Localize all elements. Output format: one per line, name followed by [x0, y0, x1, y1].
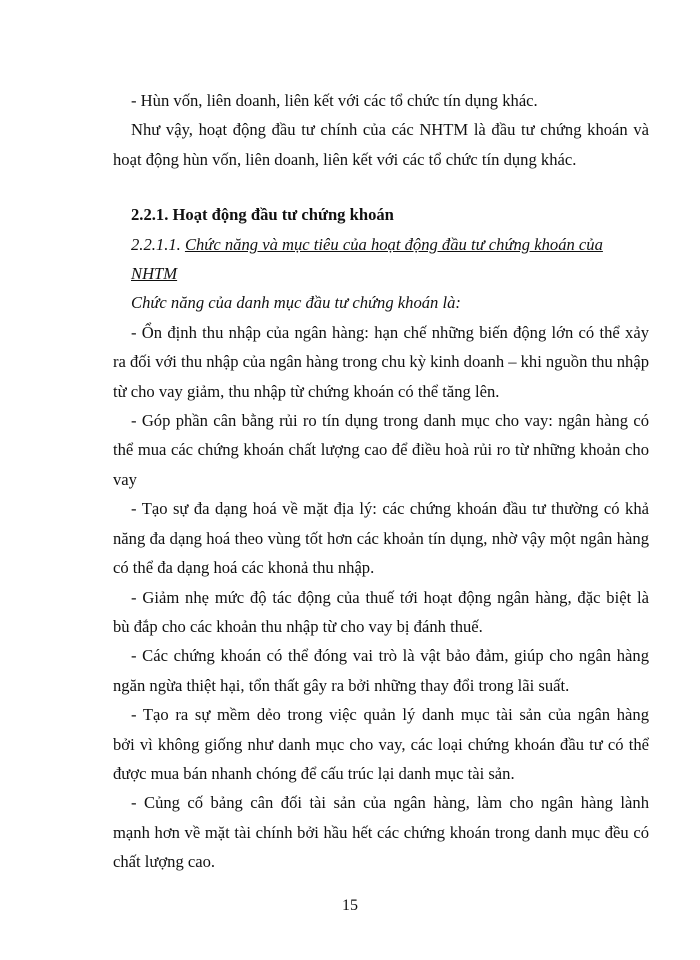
- paragraph-line: - Ổn định thu nhập của ngân hàng: hạn chế những biến động lớn có thể xảy: [131, 322, 649, 342]
- paragraph-line: - Tạo ra sự mềm dẻo trong việc quản lý danh mục tài sản của ngân hàng: [131, 705, 649, 725]
- paragraph-line: bù đắp cho các khoản thu nhập từ cho vay bị đánh thuế.: [113, 616, 483, 636]
- paragraph-line: - Góp phần cân bằng rủi ro tín dụng trong danh mục cho vay: ngân hàng có: [131, 411, 649, 431]
- document-body: [113, 86, 649, 877]
- paragraph-line: vay: [113, 469, 137, 489]
- paragraph-line: - Hùn vốn, liên doanh, liên kết với các tổ chức tín dụng khác.: [131, 91, 538, 110]
- section-heading: 2.2.1. Hoạt động đầu tư chứng khoán: [131, 205, 394, 225]
- paragraph-line: có thể đa dạng hoá các khonả thu nhập.: [113, 558, 375, 578]
- page-number: 15: [342, 897, 358, 914]
- subsection-title: Chức năng và mục tiêu của hoạt động đầu tư chứng khoán của: [184, 234, 603, 254]
- paragraph-line: - Tạo sự đa dạng hoá về mặt địa lý: các chứng khoán đầu tư thường có khả: [131, 499, 649, 519]
- paragraph-line: bởi vì không giống như danh mục cho vay, các loại chứng khoán đầu tư có thể: [113, 734, 649, 754]
- subsection-title-cont: NHTM: [131, 264, 178, 284]
- paragraph-line: Như vậy, hoạt động đầu tư chính của các NHTM là đầu tư chứng khoán và: [131, 120, 649, 140]
- paragraph-line: - Các chứng khoán có thể đóng vai trò là vật bảo đảm, giúp cho ngân hàng: [131, 646, 649, 666]
- paragraph-line: mạnh hơn về mặt tài chính bởi hầu hết các chứng khoán trong danh mục đều có: [113, 822, 649, 842]
- intro-line: Chức năng của danh mục đầu tư chứng khoán là:: [131, 293, 461, 313]
- paragraph-line: thể mua các chứng khoán chất lượng cao để điều hoà rủi ro từ những khoản cho: [113, 440, 649, 460]
- paragraph-line: chất lượng cao.: [113, 852, 216, 872]
- paragraph-line: từ cho vay giảm, thu nhập từ chứng khoán có thể tăng lên.: [113, 381, 500, 401]
- paragraph-line: - Giảm nhẹ mức độ tác động của thuế tới hoạt động ngân hàng, đặc biệt là: [131, 587, 649, 607]
- paragraph-line: ra đối với thu nhập của ngân hàng trong chu kỳ kinh doanh – khi nguồn thu nhập: [113, 352, 649, 372]
- paragraph-line: hoạt động hùn vốn, liên doanh, liên kết với các tổ chức tín dụng khác.: [113, 149, 577, 169]
- subsection-heading: [113, 230, 649, 259]
- paragraph-line: được mua bán nhanh chóng để cấu trúc lại danh mục tài sản.: [113, 763, 515, 783]
- paragraph-line: ngăn ngừa thiệt hại, tổn thất gây ra bởi những thay đổi trong lãi suất.: [113, 675, 570, 695]
- paragraph-line: - Củng cố bảng cân đối tài sản của ngân hàng, làm cho ngân hàng lành: [131, 793, 649, 813]
- paragraph-line: năng đa dạng hoá theo vùng tốt hơn các khoản tín dụng, nhờ vậy một ngân hàng: [113, 528, 649, 548]
- subsection-number: 2.2.1.1.: [131, 234, 181, 254]
